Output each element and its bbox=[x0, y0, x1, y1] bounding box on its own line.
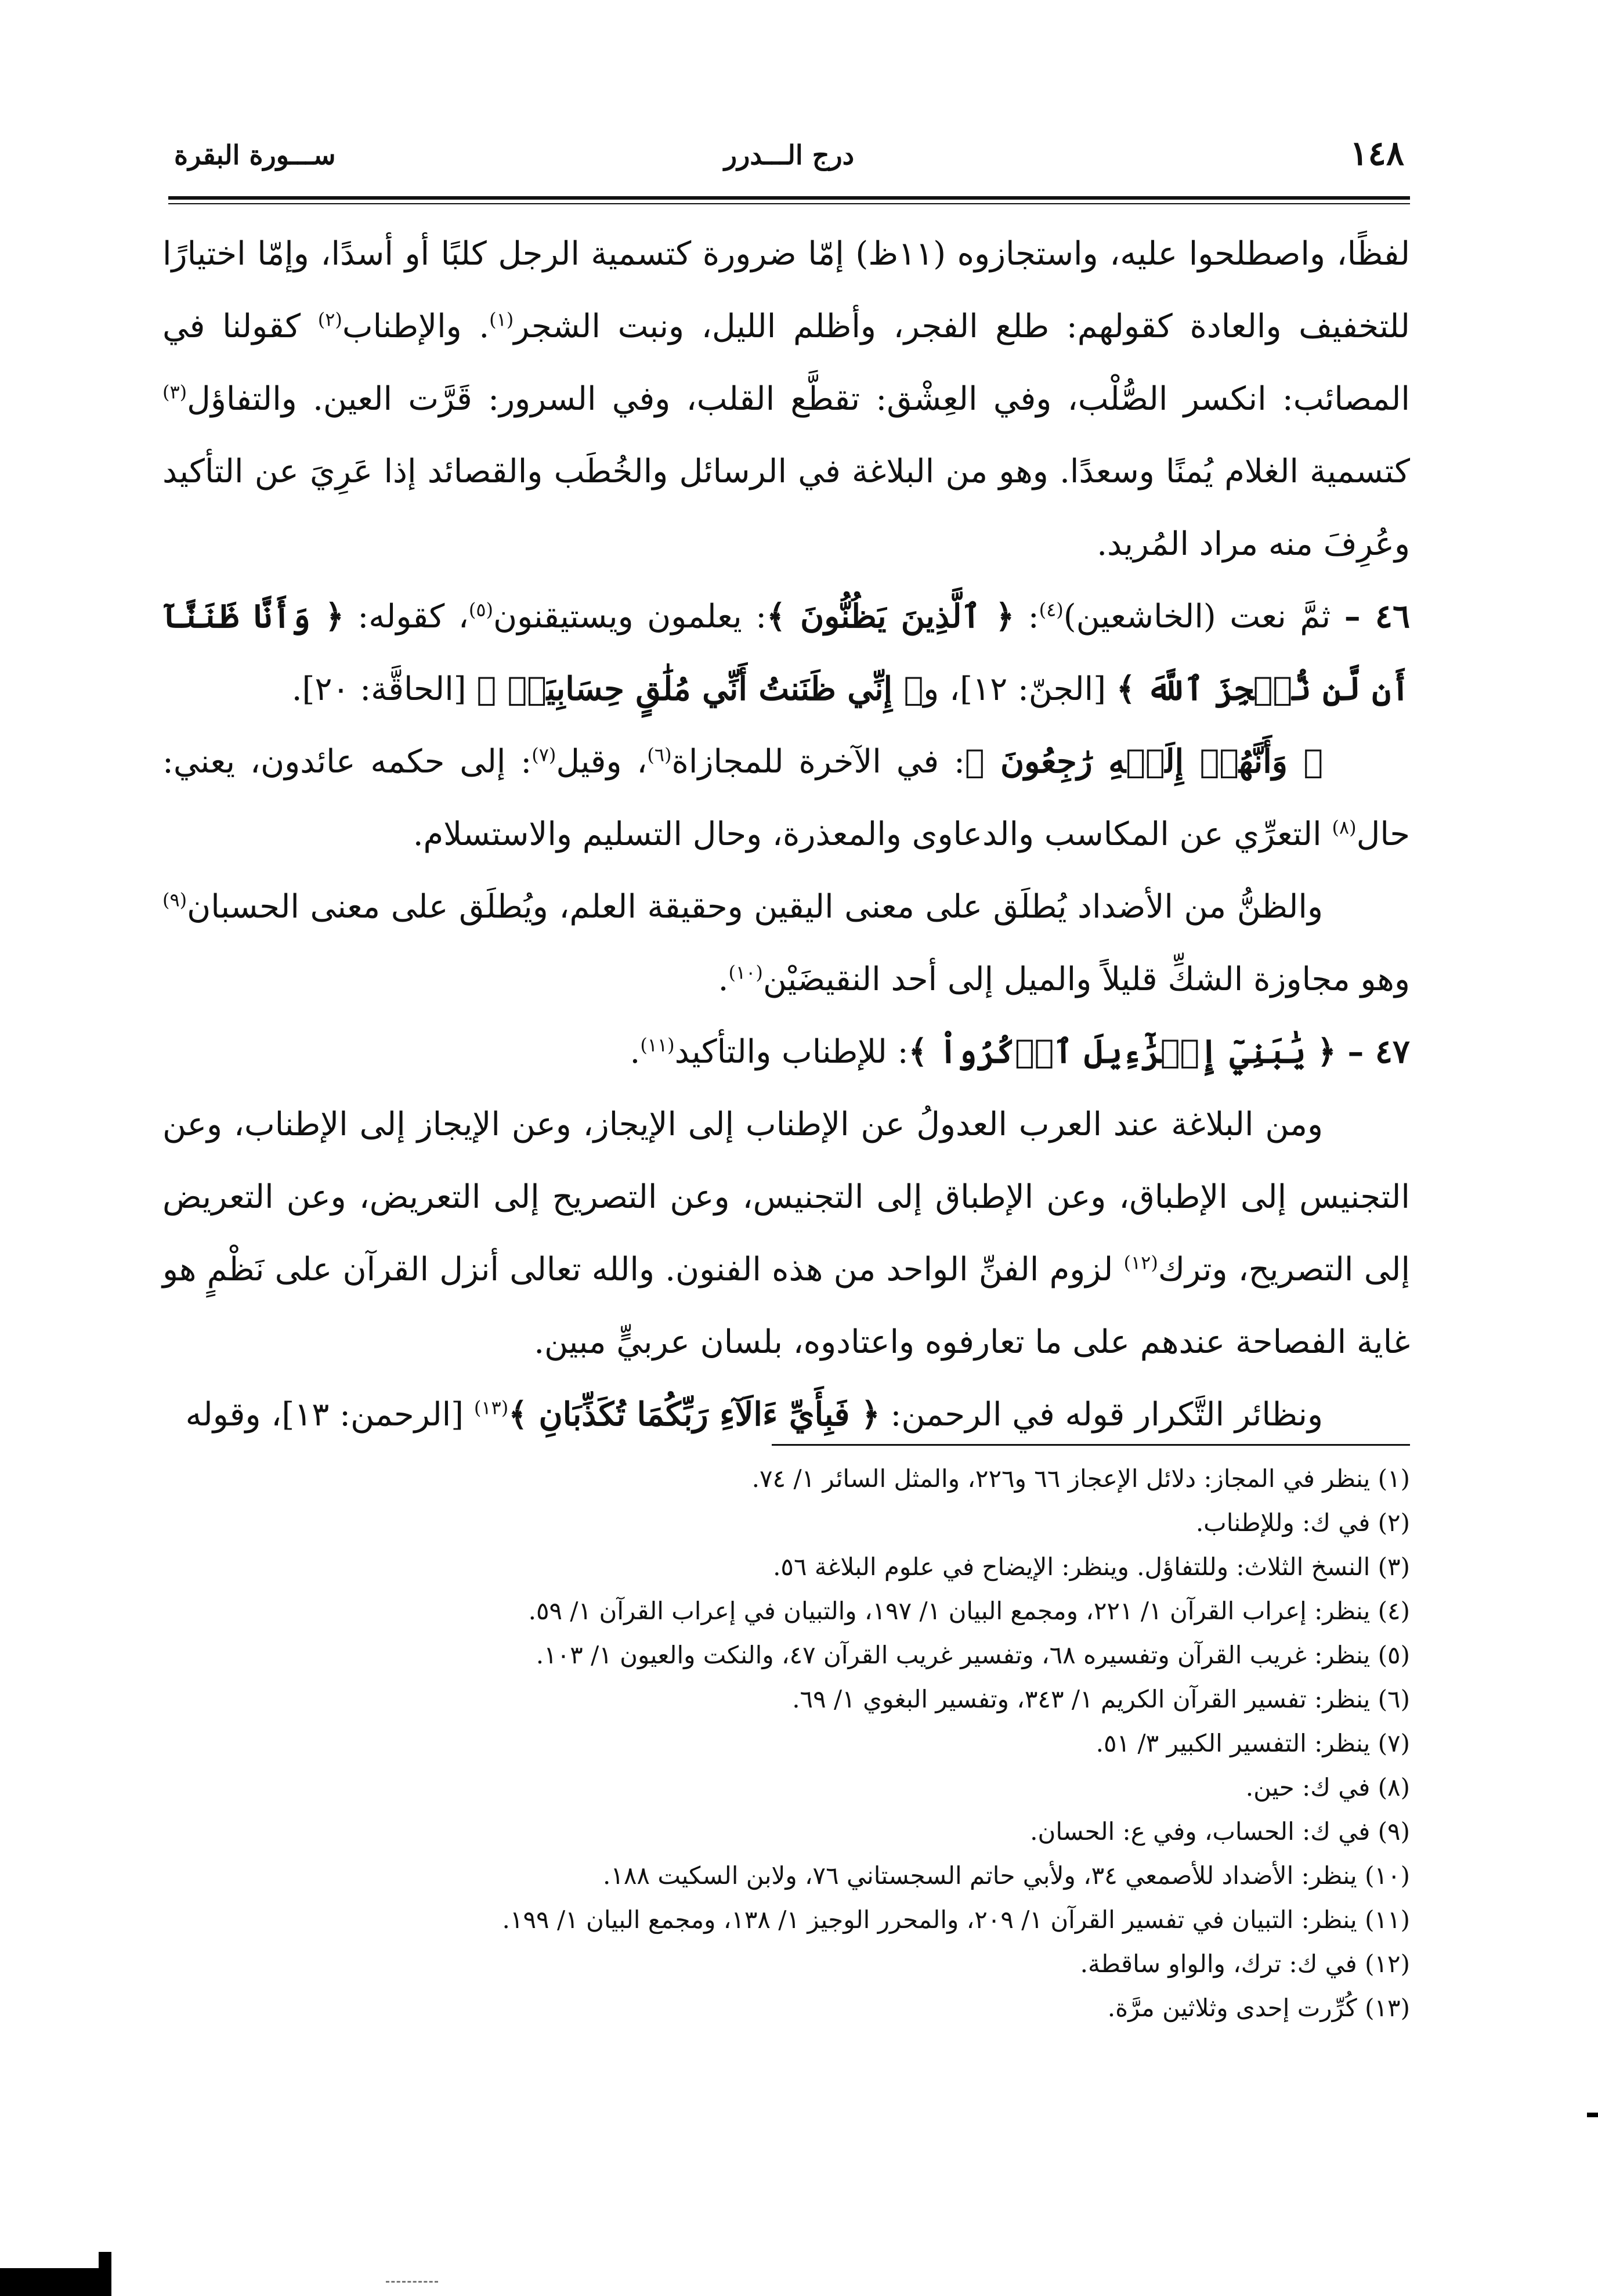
footnote-ref[interactable]: (٤) bbox=[1039, 598, 1064, 621]
footnote-ref[interactable]: (١١) bbox=[640, 1034, 675, 1056]
footnote-2: (٢) في ك: وللإطناب. bbox=[1195, 1508, 1410, 1537]
quran-quote: ﴿ يَٰبَنِيٓ إِسۡرَٰٓءِيلَ ٱذۡكُرُواْ ﴾ bbox=[908, 1033, 1348, 1071]
text-run: : في الآخرة للمجازاة bbox=[671, 743, 965, 781]
text-run: ونظائر التَّكرار قوله في الرحمن: bbox=[880, 1396, 1323, 1434]
text-run: ، وقيل bbox=[556, 743, 648, 781]
paragraph-1 bbox=[162, 218, 1410, 580]
text-run: كتسمية الغلام يُمنًا وسعدًا. وهو من البلاغة في الرسائل والخُطَب والقصائد إذا عَرِيَ عن التأكيد وعُرِفَ منه مراد المُريد. bbox=[162, 453, 1410, 563]
footnote-ref[interactable]: (١٢) bbox=[1123, 1251, 1158, 1274]
footnote-ref[interactable]: (٧) bbox=[532, 743, 556, 766]
text-run: كقولنا في المصائب: انكسر الصُّلْب، وفي العِشْق: تقطَّع القلب، وفي السرور: قَرَّت العين. والتفاؤل bbox=[162, 308, 1410, 418]
page-number: ١٤٨ bbox=[1350, 133, 1404, 173]
text-run: التعرِّي عن المكاسب والدعاوى والمعذرة، وحال التسليم والاستسلام. bbox=[413, 815, 1332, 853]
text-run: ، كقوله: bbox=[344, 598, 469, 636]
quran-quote: ﴿ وَأَنَّا ظَنَنَّآ أَن لَّن نُّعۡجِزَ ٱللَّهَ ﴾ bbox=[162, 597, 1410, 708]
paragraph-verse-46 bbox=[162, 580, 1410, 725]
quran-quote: ﴿ فَبِأَيِّ ءَالَآءِ رَبِّكُمَا تُكَذِّبَانِ ﴾ bbox=[508, 1395, 880, 1434]
footnote-11: (١١) ينظر: التبيان في تفسير القرآن ١/ ٢٠٩، والمحرر الوجيز ١/ ١٣٨، ومجمع البيان ١/ ١٩٩. bbox=[502, 1905, 1410, 1934]
footnote-ref[interactable]: (١٣) bbox=[473, 1396, 509, 1419]
text-run: والظنُّ من الأضداد يُطلَق على معنى اليقين وحقيقة العلم، ويُطلَق على معنى الحسبان bbox=[187, 888, 1323, 926]
footnote-3: (٣) النسخ الثلاث: وللتفاؤل. وينظر: الإيضاح في علوم البلاغة ٥٦. bbox=[773, 1553, 1410, 1581]
text-run: وهو مجاوزة الشكِّ قليلاً والميل إلى أحد النقيضَيْن bbox=[762, 961, 1410, 998]
footnote-ref[interactable]: (٥) bbox=[468, 598, 493, 621]
footnote-ref[interactable]: (٩) bbox=[162, 889, 187, 911]
text-run: : bbox=[1014, 598, 1039, 636]
header-rule-thin bbox=[168, 203, 1410, 204]
text-run: ومن البلاغة عند العرب العدولُ عن الإطناب إلى الإيجاز، وعن الإيجاز إلى الإطناب، وعن التجنيس إلى الإطباق، وعن الإطباق إلى التجنيس، وعن التصريح إلى التعريض، وعن التعريض إلى التصريح، وترك bbox=[162, 1106, 1411, 1288]
paragraph-verse-47 bbox=[162, 1016, 1410, 1088]
footnote-ref[interactable]: (١) bbox=[489, 308, 514, 331]
footnote-7: (٧) ينظر: التفسير الكبير ٣/ ٥١. bbox=[1096, 1729, 1410, 1757]
footnotes bbox=[406, 1457, 1410, 2030]
text-run: لفظًا، واصطلحوا عليه، واستجازوه (١١ظ) إمّا ضرورة كتسمية الرجل كلبًا أو أسدًا، وإمّا اختيارًا للتخفيف والعادة كقولهم: طلع الفجر، وأظلم الليل، ونبت الشجر bbox=[162, 235, 1411, 345]
text-run: : إلى حكمه عائدون، يعني: حال bbox=[162, 743, 1410, 853]
footnote-6: (٦) ينظر: تفسير القرآن الكريم ١/ ٣٤٣، وتفسير البغوي ١/ ٦٩. bbox=[792, 1685, 1410, 1713]
text-run: [الرحمن: ١٣]، وقوله bbox=[185, 1396, 474, 1434]
scan-edge-mark bbox=[1587, 2113, 1598, 2117]
paragraph-3 bbox=[162, 725, 1410, 871]
footnote-13: (١٣) كُرِّرت إحدى وثلاثين مرَّة. bbox=[1107, 1994, 1410, 2022]
footnote-separator bbox=[772, 1444, 1410, 1446]
header-rule bbox=[168, 196, 1410, 200]
text-run: . bbox=[718, 961, 729, 998]
text-run: : للإطناب والتأكيد bbox=[674, 1033, 909, 1071]
footnote-ref[interactable]: (٨) bbox=[1332, 816, 1357, 839]
quran-quote: ﴿ ٱلَّذِينَ يَظُنُّونَ ﴾ bbox=[767, 597, 1015, 636]
text-run: ثمَّ نعت (الخاشعين) bbox=[1063, 598, 1344, 636]
footnote-5: (٥) ينظر: غريب القرآن وتفسيره ٦٨، وتفسير غريب القرآن ٤٧، والنكت والعيون ١/ ١٠٣. bbox=[536, 1641, 1410, 1669]
text-run: [الحاقَّة: ٢٠]. bbox=[291, 670, 477, 708]
verse-number: ٤٧ – bbox=[1347, 1033, 1410, 1071]
footnote-4: (٤) ينظر: إعراب القرآن ١/ ٢٢١، ومجمع البيان ١/ ١٩٧، والتبيان في إعراب القرآن ١/ ٥٩. bbox=[528, 1597, 1410, 1625]
text-run: لزوم الفنِّ الواحد من هذه الفنون. والله تعالى أنزل القرآن على نَظْمٍ هو غاية الفصاحة عندهم على ما تعارفوه واعتادوه، بلسان عربيٍّ مبين. bbox=[162, 1251, 1410, 1361]
page-header bbox=[168, 133, 1410, 197]
footnote-9: (٩) في ك: الحساب، وفي ع: الحسان. bbox=[1030, 1817, 1410, 1846]
footnote-12: (١٢) في ك: ترك، والواو ساقطة. bbox=[1080, 1950, 1410, 1978]
paragraph-6 bbox=[162, 1088, 1410, 1378]
quran-quote: ﴿ إِنِّي ظَنَنتُ أَنِّي مُلَٰقٍ حِسَابِيَهۡ ﴾ bbox=[476, 670, 924, 708]
footnote-ref[interactable]: (٢) bbox=[317, 308, 342, 331]
surah-title: ســـورة البقرة bbox=[174, 139, 336, 171]
main-text bbox=[162, 218, 1410, 1451]
scan-edge-mark bbox=[99, 2252, 111, 2296]
text-run: : يعلمون ويستيقنون bbox=[493, 598, 767, 636]
scan-edge-mark bbox=[386, 2281, 438, 2283]
footnote-10: (١٠) ينظر: الأضداد للأصمعي ٣٤، ولأبي حاتم السجستاني ٧٦، ولابن السكيت ١٨٨. bbox=[602, 1861, 1410, 1890]
text-run: [الجنّ: ١٢]، و bbox=[923, 670, 1116, 708]
footnote-1: (١) ينظر في المجاز: دلائل الإعجاز ٦٦ و٢٢٦، والمثل السائر ١/ ٧٤. bbox=[751, 1464, 1410, 1493]
verse-number: ٤٦ – bbox=[1344, 597, 1411, 636]
footnote-8: (٨) في ك: حين. bbox=[1245, 1773, 1410, 1802]
footnote-ref[interactable]: (٣) bbox=[162, 381, 187, 403]
text-run: . والإطناب bbox=[342, 308, 490, 345]
paragraph-4 bbox=[162, 871, 1410, 1016]
footnote-ref[interactable]: (٦) bbox=[647, 743, 672, 766]
running-title: درج الـــدرر bbox=[724, 139, 855, 171]
footnote-ref[interactable]: (١٠) bbox=[728, 961, 763, 984]
paragraph-7 bbox=[162, 1378, 1410, 1451]
quran-quote: ﴿ وَأَنَّهُمۡ إِلَيۡهِ رَٰجِعُونَ ﴾ bbox=[964, 742, 1323, 781]
scan-edge-mark bbox=[0, 2268, 110, 2296]
text-run: . bbox=[630, 1033, 641, 1071]
